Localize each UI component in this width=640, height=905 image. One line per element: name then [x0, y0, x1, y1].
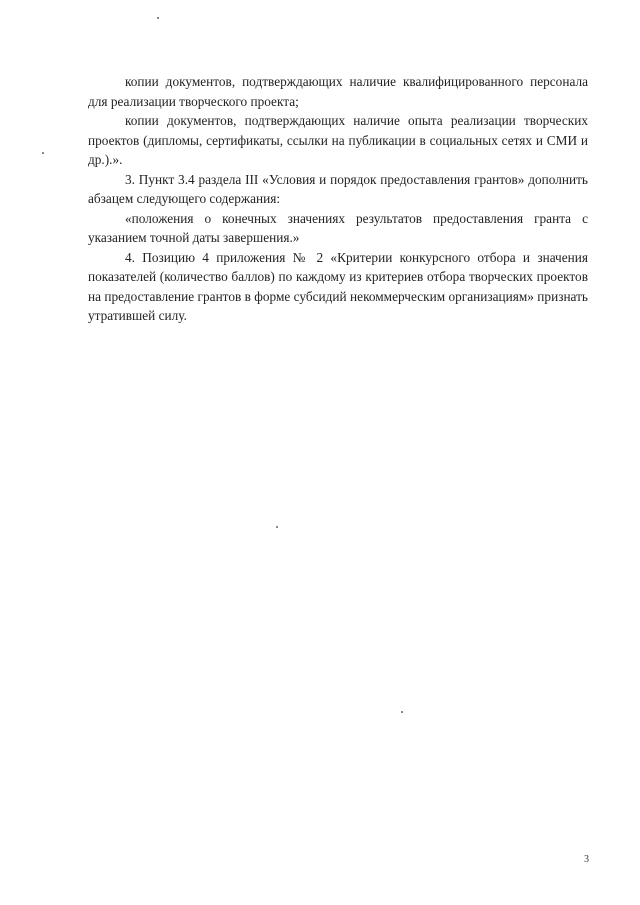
paragraph-item-4: 4. Позицию 4 приложения № 2 «Критерии конкурсного отбора и значения показателей (количество баллов) по каждому из критериев отбора творческих проектов на предоставление грантов в форме субсидий некоммерческим организациям» признать утратившей силу.: [88, 249, 588, 323]
scan-speck: [401, 711, 403, 713]
paragraph-staff-documents: копии документов, подтверждающих наличие квалифицированного персонала для реализации творческого проекта;: [88, 74, 588, 109]
scan-speck: [157, 17, 159, 19]
paragraph-item-3: 3. Пункт 3.4 раздела III «Условия и порядок предоставления грантов» дополнить абзацем следующего содержания:: [88, 171, 588, 206]
page-number: 3: [584, 854, 589, 865]
scan-speck: [42, 152, 44, 154]
document-body: [88, 72, 588, 326]
scan-speck: [276, 526, 278, 528]
paragraph-quote-result-values: «положения о конечных значениях результатов предоставления гранта с указанием точной даты завершения.»: [88, 210, 588, 245]
paragraph-experience-documents: копии документов, подтверждающих наличие опыта реализации творческих проектов (дипломы, сертификаты, ссылки на публикации в социальных сетях и СМИ и др.).».: [88, 113, 588, 167]
